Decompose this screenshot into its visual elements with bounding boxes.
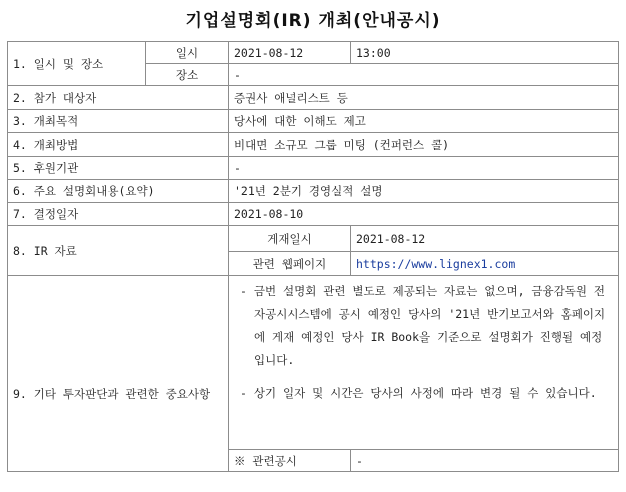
label-method: 4. 개최방법 xyxy=(8,133,229,157)
value-other-notes xyxy=(229,276,619,450)
row-method xyxy=(8,133,619,157)
note-schedule-change: - 상기 일자 및 시간은 당사의 사정에 따라 변경 될 수 있습니다. xyxy=(240,386,597,400)
value-place: - xyxy=(229,64,619,86)
row-purpose xyxy=(8,110,619,133)
label-participants: 2. 참가 대상자 xyxy=(8,86,229,110)
row-other xyxy=(8,276,619,450)
row-decision-date xyxy=(8,203,619,226)
row-summary xyxy=(8,180,619,203)
value-sponsor: - xyxy=(229,157,619,180)
label-post-date: 게재일시 xyxy=(229,226,351,252)
label-other xyxy=(8,276,229,472)
value-webpage xyxy=(351,252,619,276)
label-place: 장소 xyxy=(146,64,229,86)
value-time: 13:00 xyxy=(351,42,619,64)
disclosure-table xyxy=(7,41,619,472)
value-decision-date: 2021-08-10 xyxy=(229,203,619,226)
label-summary: 6. 주요 설명회내용(요약) xyxy=(8,180,229,203)
value-post-date: 2021-08-12 xyxy=(351,226,619,252)
value-method: 비대면 소규모 그룹 미팅 (컨퍼런스 콜) xyxy=(229,133,619,157)
row-ir-material xyxy=(8,226,619,252)
row-participants xyxy=(8,86,619,110)
label-webpage: 관련 웹페이지 xyxy=(229,252,351,276)
label-date: 일시 xyxy=(146,42,229,64)
label-related: ※ 관련공시 xyxy=(229,450,351,472)
page-title: 기업설명회(IR) 개최(안내공시) xyxy=(185,11,441,31)
row-date-place xyxy=(8,42,619,64)
label-sponsor: 5. 후원기관 xyxy=(8,157,229,180)
label-date-place: 1. 일시 및 장소 xyxy=(8,42,146,86)
value-purpose: 당사에 대한 이해도 제고 xyxy=(229,110,619,133)
label-other-text: 9. 기타 투자판단과 관련한 중요사항 xyxy=(13,386,211,401)
value-date: 2021-08-12 xyxy=(229,42,351,64)
label-purpose: 3. 개최목적 xyxy=(8,110,229,133)
webpage-link[interactable]: https://www.lignex1.com xyxy=(356,256,516,271)
row-sponsor xyxy=(8,157,619,180)
label-ir-material: 8. IR 자료 xyxy=(8,226,229,276)
value-participants: 증권사 애널리스트 등 xyxy=(229,86,619,110)
label-decision-date: 7. 결정일자 xyxy=(8,203,229,226)
value-related: - xyxy=(351,450,619,472)
note-materials: - 금번 설명회 관련 별도로 제공되는 자료는 없으며, 금융감독원 전자공시시스템에 공시 예정인 당사의 '21년 반기보고서와 홈페이지에 게재 예정인 당사 IR Book을 기준으로 설명회가 진행될 예정입니다. xyxy=(240,284,606,367)
value-summary: '21년 2분기 경영실적 설명 xyxy=(229,180,619,203)
